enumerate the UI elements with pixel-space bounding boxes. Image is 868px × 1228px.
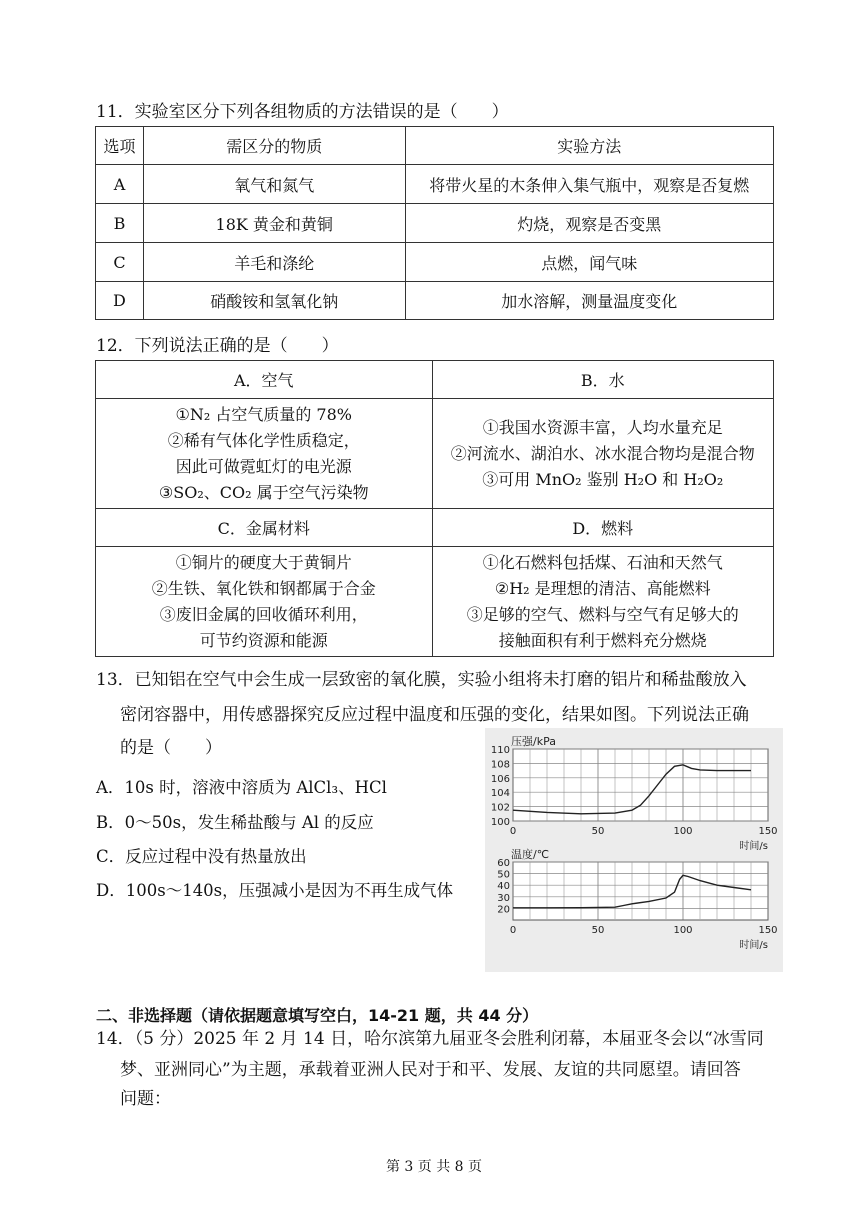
substance-cell: 硝酸铵和氢氧化钠 — [143, 282, 405, 320]
x-tick-label: 150 — [758, 925, 778, 936]
statement-line: 可节约资源和能源 — [199, 630, 328, 650]
table-row — [96, 204, 774, 243]
option-cell: D — [96, 282, 144, 320]
q12-a-title: A．空气 — [96, 361, 433, 399]
statement-line: ①N₂ 占空气质量的 78% — [175, 404, 352, 424]
statement-line: ②稀有气体化学性质稳定， — [167, 430, 360, 450]
option-cell: B — [96, 204, 144, 243]
q14-line-3: 问题： — [120, 1089, 171, 1109]
statement-line: ①我国水资源丰富，人均水量充足 — [482, 417, 723, 437]
method-cell: 点燃，闻气味 — [405, 243, 773, 282]
q11-header-method: 实验方法 — [405, 127, 773, 165]
x-tick-label: 100 — [673, 826, 693, 837]
y-tick-label: 40 — [497, 881, 510, 893]
statement-line: ②河流水、湖泊水、冰水混合物均是混合物 — [450, 443, 755, 463]
y-tick-label: 110 — [490, 745, 510, 756]
q12-table — [95, 360, 774, 657]
table-row — [96, 243, 774, 282]
q11-header-option: 选项 — [96, 127, 144, 165]
method-cell: 将带火星的木条伸入集气瓶中，观察是否复燃 — [405, 165, 773, 204]
y-tick-label: 102 — [490, 802, 510, 814]
x-tick-label: 0 — [509, 925, 517, 936]
q12-d-title: D．燃料 — [432, 509, 773, 547]
y-tick-label: 100 — [490, 817, 510, 828]
x-tick-label: 50 — [591, 826, 605, 837]
statement-line: 接触面积有利于燃料充分燃烧 — [498, 630, 707, 650]
table-row — [96, 165, 774, 204]
method-cell: 灼烧，观察是否变黑 — [405, 204, 773, 243]
statement-line: ③足够的空气、燃料与空气有足够大的 — [466, 604, 739, 624]
q14-line-1: 14．（5 分）2025 年 2 月 14 日，哈尔滨第九届亚冬会胜利闭幕，本届亚冬会以“冰雪同 — [96, 1029, 764, 1049]
plot-area — [513, 749, 768, 821]
y-tick-label: 30 — [497, 892, 510, 904]
x-tick-label: 100 — [673, 925, 693, 936]
page-footer: 第 3 页 共 8 页 — [385, 1159, 483, 1175]
x-tick-label: 150 — [758, 826, 778, 837]
plot-area — [513, 862, 768, 920]
statement-line: ②H₂ 是理想的清洁、高能燃料 — [494, 578, 711, 598]
q12-c-title: C．金属材料 — [96, 509, 433, 547]
q12-stem: 12．下列说法正确的是（ ） — [96, 336, 339, 356]
q11-header-row — [96, 127, 774, 165]
q12-a-content — [96, 399, 433, 509]
q13-option-b: B．0～50s，发生稀盐酸与 Al 的反应 — [96, 813, 374, 832]
y-axis-label: 温度/℃ — [511, 848, 550, 861]
q12-b-title: B．水 — [432, 361, 773, 399]
statement-line: ③SO₂、CO₂ 属于空气污染物 — [158, 482, 369, 502]
statement-line: ③可用 MnO₂ 鉴别 H₂O 和 H₂O₂ — [482, 469, 724, 489]
method-cell: 加水溶解，测量温度变化 — [405, 282, 773, 320]
statement-line: 因此可做霓虹灯的电光源 — [175, 456, 352, 476]
y-axis-label: 压强/kPa — [511, 735, 556, 748]
table-row — [96, 282, 774, 320]
y-tick-label: 60 — [497, 858, 510, 869]
y-tick-label: 106 — [490, 773, 510, 785]
substance-cell: 18K 黄金和黄铜 — [143, 204, 405, 243]
y-tick-label: 50 — [497, 869, 510, 881]
q11-table — [95, 126, 774, 320]
statement-line: ①化石燃料包括煤、石油和天然气 — [482, 552, 723, 572]
x-tick-label: 0 — [509, 826, 517, 837]
y-tick-label: 108 — [490, 759, 510, 771]
q13-stem-line-1: 13．已知铝在空气中会生成一层致密的氧化膜，实验小组将未打磨的铝片和稀盐酸放入 — [96, 670, 747, 690]
q12-b-content — [432, 399, 773, 509]
q13-option-d: D．100s～140s，压强减小是因为不再生成气体 — [96, 881, 454, 900]
sensor-charts — [485, 728, 783, 972]
q11-stem: 11．实验室区分下列各组物质的方法错误的是（ ） — [96, 102, 509, 122]
x-axis-label: 时间/s — [739, 841, 768, 852]
q14-line-2: 梦、亚洲同心”为主题，承载着亚洲人民对于和平、发展、友谊的共同愿望。请回答 — [120, 1060, 741, 1080]
q13-option-c: C．反应过程中没有热量放出 — [96, 847, 307, 866]
q13-figure — [485, 728, 783, 972]
q13-stem-line-3: 的是（ ） — [120, 738, 222, 758]
statement-line: ②生铁、氧化铁和钢都属于合金 — [151, 578, 376, 598]
option-cell: A — [96, 165, 144, 204]
q12-d-content — [432, 547, 773, 657]
x-tick-label: 50 — [591, 925, 605, 936]
substance-cell: 氧气和氮气 — [143, 165, 405, 204]
y-tick-label: 20 — [497, 904, 510, 916]
substance-cell: 羊毛和涤纶 — [143, 243, 405, 282]
x-axis-label: 时间/s — [739, 940, 768, 951]
q13-option-a: A．10s 时，溶液中溶质为 AlCl₃、HCl — [96, 778, 387, 797]
y-tick-label: 104 — [490, 788, 510, 800]
statement-line: ③废旧金属的回收循环利用， — [159, 604, 368, 624]
q13-stem-line-2: 密闭容器中，用传感器探究反应过程中温度和压强的变化，结果如图。下列说法正确 — [120, 705, 749, 725]
statement-line: ①铜片的硬度大于黄铜片 — [175, 552, 352, 572]
q12-c-content — [96, 547, 433, 657]
section-heading: 二、非选择题（请依据题意填写空白，14-21 题，共 44 分） — [96, 1006, 539, 1025]
q11-header-substance: 需区分的物质 — [143, 127, 405, 165]
option-cell: C — [96, 243, 144, 282]
